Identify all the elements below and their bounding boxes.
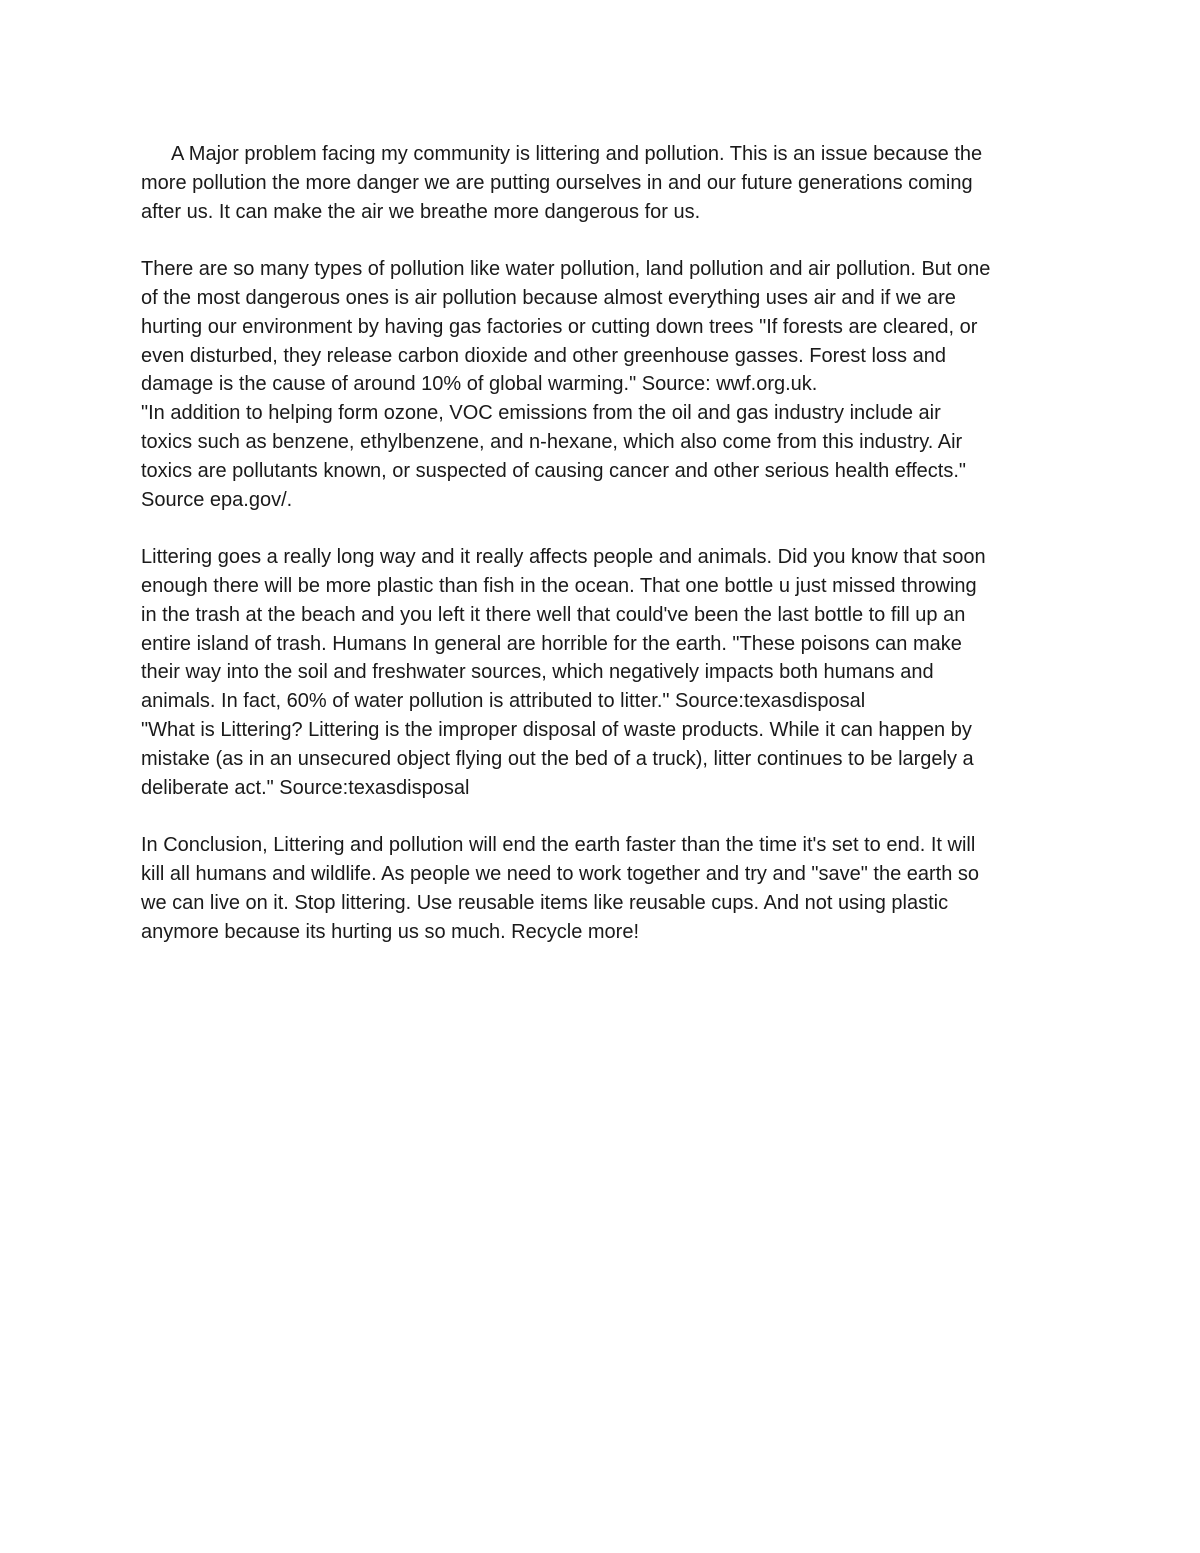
text-line: toxics such as benzene, ethylbenzene, and n-hexane, which also come from this industry. Air: [141, 430, 963, 453]
text-line: enough there will be more plastic than fish in the ocean. That one bottle u just missed throwing: [141, 574, 977, 597]
text-line: There are so many types of pollution like water pollution, land pollution and air pollution. But one: [141, 258, 991, 281]
document-body: [141, 140, 1061, 975]
text-line: animals. In fact, 60% of water pollution is attributed to litter." Source:texasdisposal: [141, 690, 866, 713]
text-line: their way into the soil and freshwater sources, which negatively impacts both humans and: [141, 661, 934, 684]
text-line: we can live on it. Stop littering. Use reusable items like reusable cups. And not using plastic: [141, 891, 949, 914]
text-line: In Conclusion, Littering and pollution will end the earth faster than the time it's set to end. It will: [141, 834, 976, 857]
paragraph-pollution-types: [141, 255, 1061, 514]
text-line: more pollution the more danger we are putting ourselves in and our future generations coming: [141, 171, 973, 194]
text-line: "In addition to helping form ozone, VOC emissions from the oil and gas industry include air: [141, 402, 941, 425]
text-line: deliberate act." Source:texasdisposal: [141, 776, 470, 799]
text-line: Littering goes a really long way and it really affects people and animals. Did you know that soon: [141, 546, 986, 569]
text-line: A Major problem facing my community is littering and pollution. This is an issue because the: [171, 143, 983, 165]
text-line: kill all humans and wildlife. As people we need to work together and try and "save" the earth so: [141, 862, 980, 885]
text-line: after us. It can make the air we breathe more dangerous for us.: [141, 200, 701, 223]
text-line: toxics are pollutants known, or suspected of causing cancer and other serious health effects.": [141, 459, 966, 482]
text-line: "What is Littering? Littering is the improper disposal of waste products. While it can happen by: [141, 718, 972, 741]
paragraph-intro: [141, 140, 1061, 226]
text-line: Source epa.gov/.: [141, 488, 293, 511]
paragraph-littering: [141, 543, 1061, 802]
text-line: mistake (as in an unsecured object flying out the bed of a truck), litter continues to be largely a: [141, 747, 974, 770]
text-line: anymore because its hurting us so much. Recycle more!: [141, 920, 639, 943]
text-line: hurting our environment by having gas factories or cutting down trees "If forests are cleared, or: [141, 315, 978, 338]
text-line: of the most dangerous ones is air pollution because almost everything uses air and if we are: [141, 286, 956, 309]
paragraph-conclusion: [141, 831, 1061, 946]
text-line: even disturbed, they release carbon dioxide and other greenhouse gasses. Forest loss and: [141, 344, 946, 367]
text-line: entire island of trash. Humans In general are horrible for the earth. "These poisons can make: [141, 632, 962, 655]
text-line: damage is the cause of around 10% of global warming." Source: wwf.org.uk.: [141, 373, 818, 396]
text-line: in the trash at the beach and you left it there well that could've been the last bottle to fill up an: [141, 603, 966, 626]
